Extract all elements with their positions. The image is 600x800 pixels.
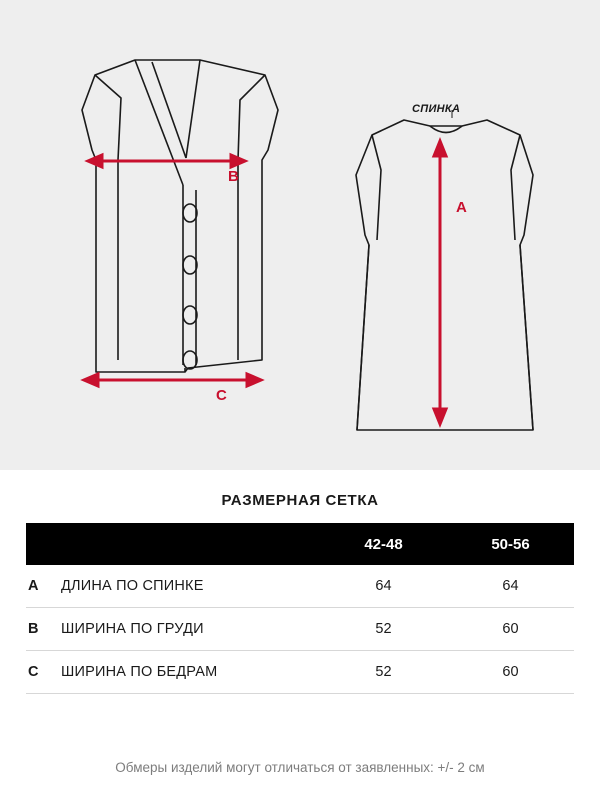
- header-measurement: [60, 523, 320, 565]
- row-measurement-name: ДЛИНА ПО СПИНКЕ: [60, 565, 320, 608]
- back-length-arrow: [434, 141, 446, 424]
- row-key: C: [26, 651, 60, 694]
- header-size-50-56: 50-56: [447, 523, 574, 565]
- dimension-label-b: B: [228, 168, 239, 185]
- front-view-drawing: [82, 60, 278, 372]
- size-grid-table: [26, 523, 574, 694]
- table-body: [26, 565, 574, 694]
- table-title: РАЗМЕРНАЯ СЕТКА: [221, 492, 379, 509]
- table-row: [26, 565, 574, 608]
- hip-width-arrow: [84, 374, 261, 386]
- header-size-42-48: 42-48: [320, 523, 447, 565]
- table-row: [26, 608, 574, 651]
- row-value-50-56: 64: [447, 565, 574, 608]
- dimension-label-a: A: [456, 199, 467, 216]
- row-key: A: [26, 565, 60, 608]
- row-value-42-48: 52: [320, 651, 447, 694]
- row-measurement-name: ШИРИНА ПО ГРУДИ: [60, 608, 320, 651]
- row-value-42-48: 52: [320, 608, 447, 651]
- button-placket: [183, 204, 197, 369]
- size-table-panel: [0, 470, 600, 800]
- row-value-42-48: 64: [320, 565, 447, 608]
- back-view-drawing: [356, 120, 533, 430]
- header-key: [26, 523, 60, 565]
- row-value-50-56: 60: [447, 608, 574, 651]
- dimension-label-c: C: [216, 387, 227, 404]
- row-measurement-name: ШИРИНА ПО БЕДРАМ: [60, 651, 320, 694]
- row-key: B: [26, 608, 60, 651]
- footnote-text: Обмеры изделий могут отличаться от заявленных: +/- 2 см: [115, 760, 485, 775]
- table-header-row: [26, 523, 574, 565]
- chest-width-arrow: [88, 155, 245, 167]
- row-value-50-56: 60: [447, 651, 574, 694]
- back-view-label: СПИНКА: [412, 103, 461, 115]
- table-header: [26, 523, 574, 565]
- table-row: [26, 651, 574, 694]
